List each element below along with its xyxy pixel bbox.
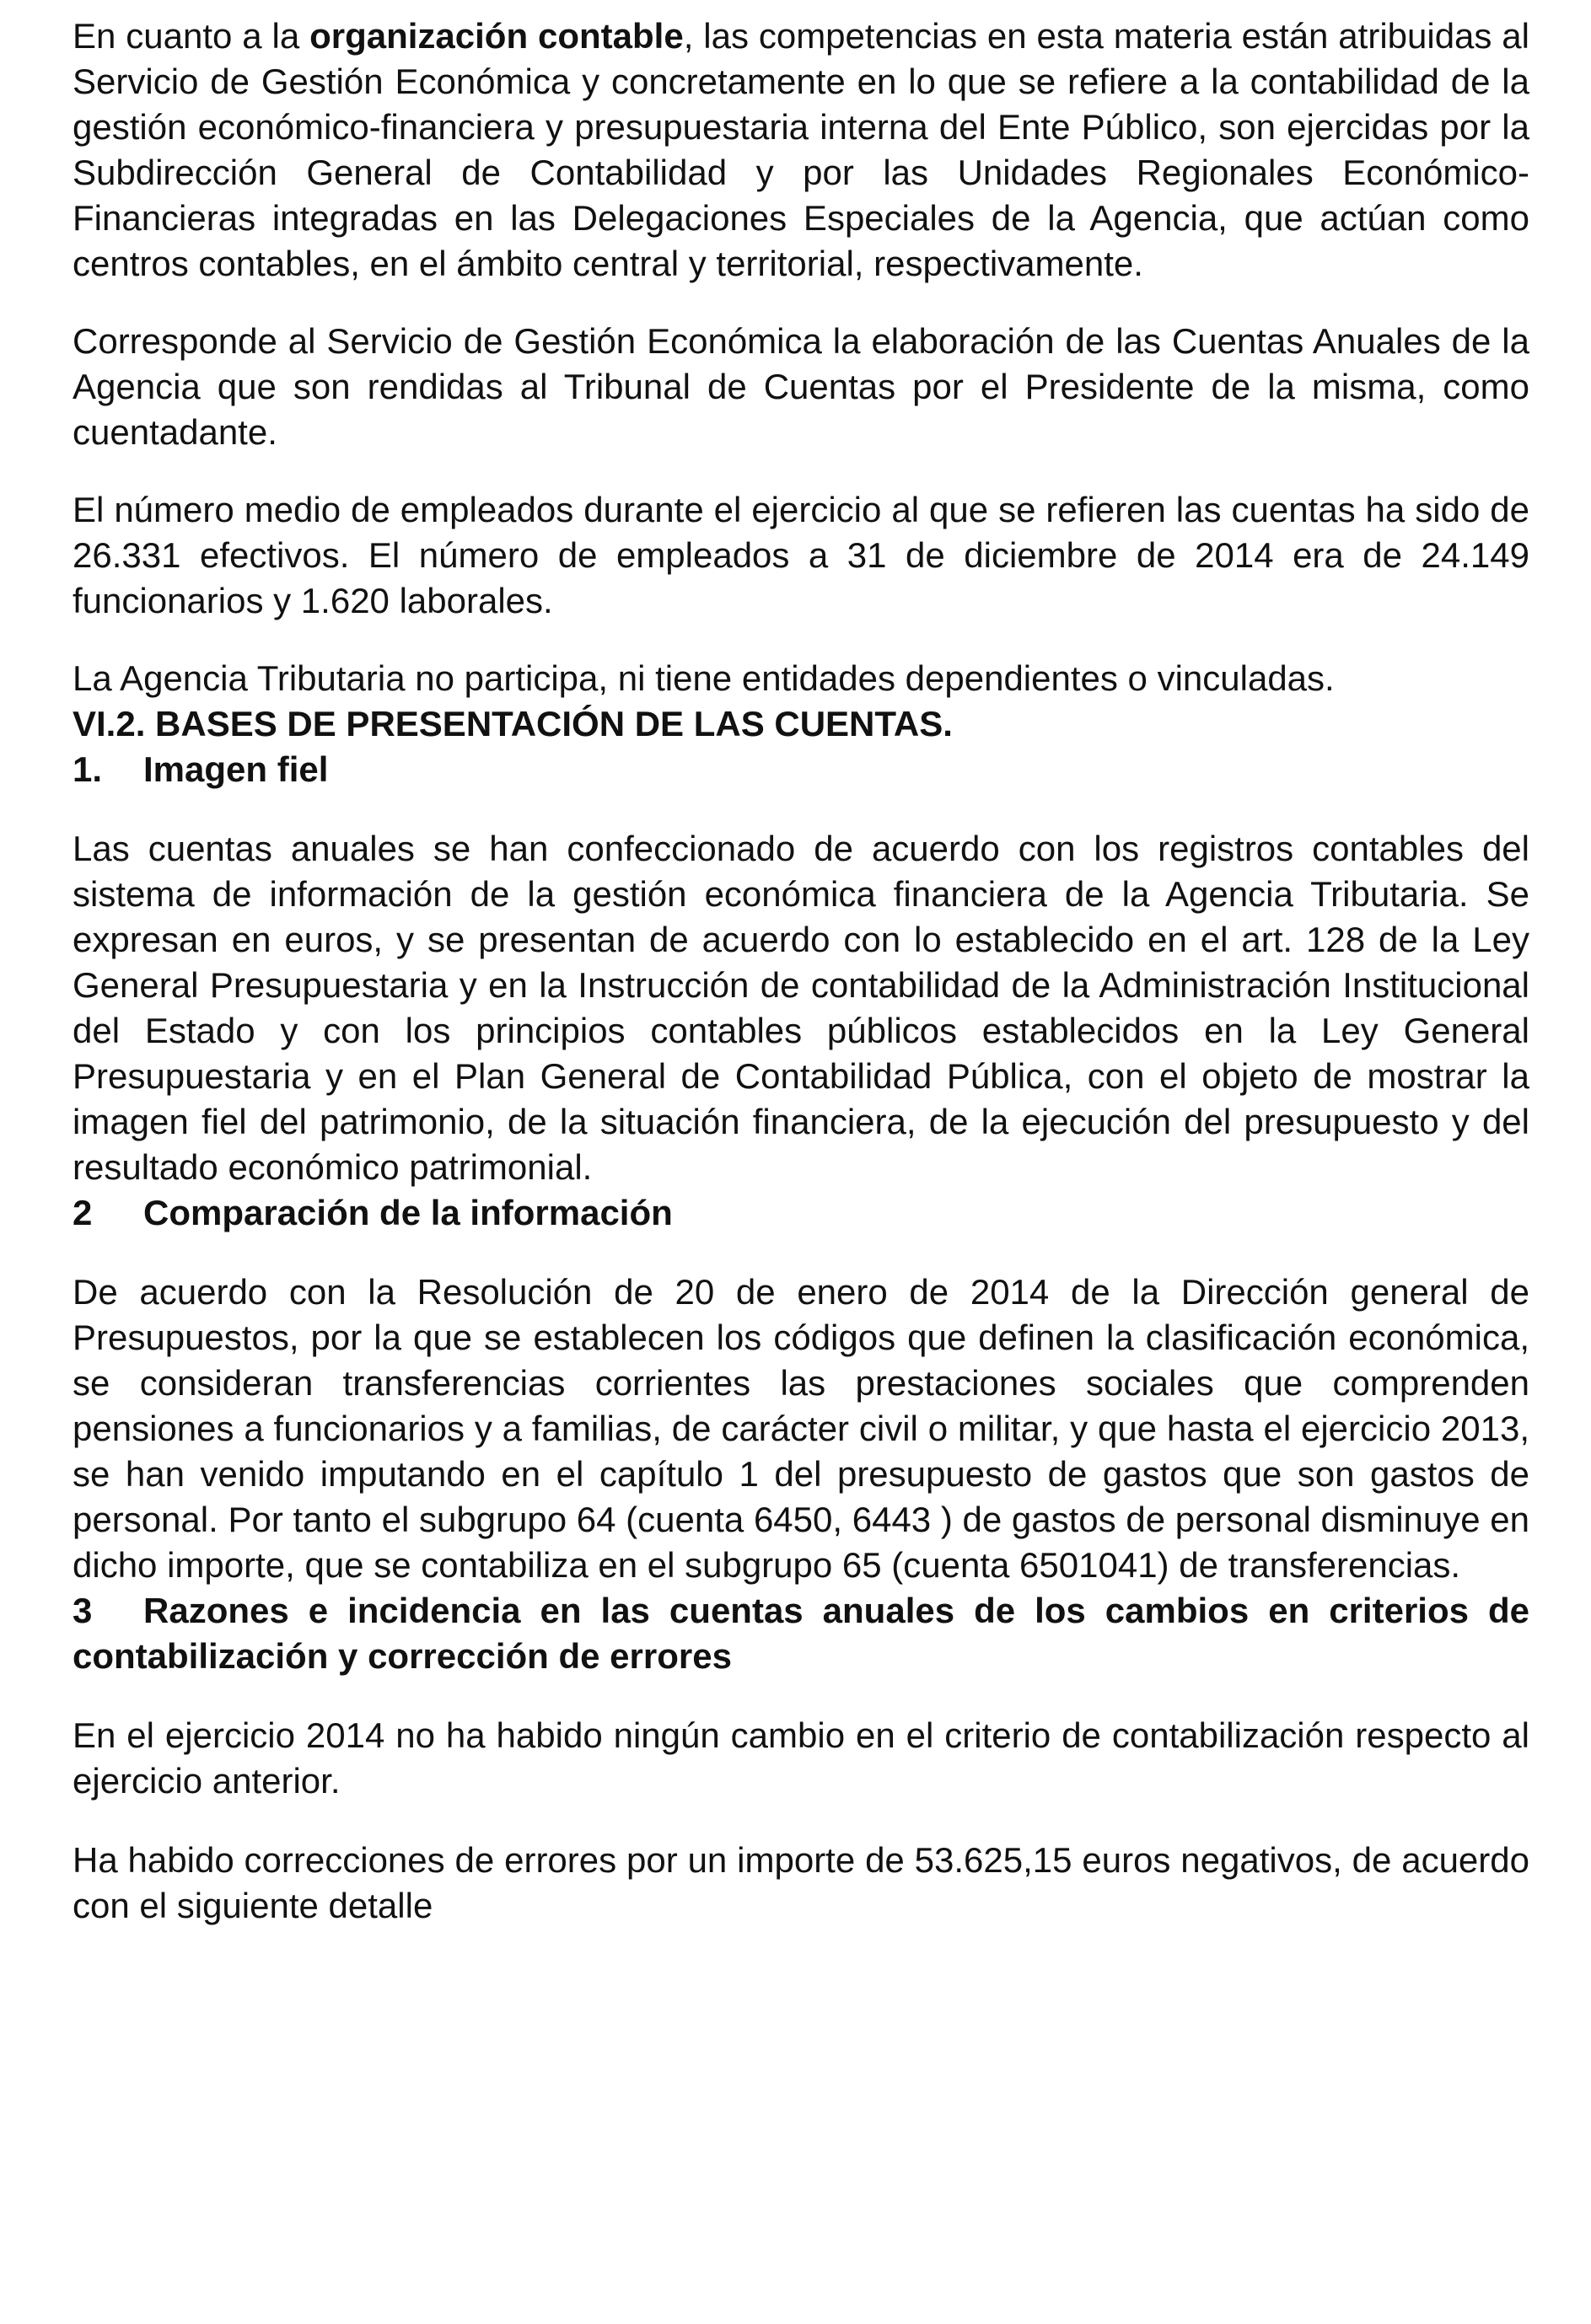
subsection-heading-comparacion bbox=[73, 1190, 1529, 1236]
subsection-heading-imagen-fiel bbox=[73, 747, 1529, 792]
subsection-number: 1. bbox=[73, 749, 103, 789]
paragraph-correcciones-errores: Ha habido correcciones de errores por un importe de 53.625,15 euros negativos, de acuerdo con el siguiente detalle bbox=[73, 1840, 1529, 1925]
document-page bbox=[73, 13, 1529, 1929]
paragraph-organizacion-contable bbox=[73, 13, 1529, 287]
paragraph-text: , las competencias en esta materia están atribuidas al Servicio de Gestión Económica y concretamente en lo que se refiere a la contabilidad de la gestión económico-financiera y presupuestaria interna del Ente Público, son ejercidas por la Subdirección General de Contabilidad y por las Unidades Regionales Económico-Financieras integradas en las Delegaciones Especiales de la Agencia, que actúan como centros contables, en el ámbito central y territorial, respectivamente. bbox=[73, 16, 1529, 283]
paragraph-cuentas-anuales: Corresponde al Servicio de Gestión Económica la elaboración de las Cuentas Anuales de la Agencia que son rendidas al Tribunal de Cuentas por el Presidente de la misma, como cuentadante. bbox=[73, 321, 1529, 452]
bold-term: organización contable bbox=[309, 16, 684, 56]
paragraph-imagen-fiel: Las cuentas anuales se han confeccionado de acuerdo con los registros contables del sistema de información de la gestión económica financiera de la Agencia Tributaria. Se expresan en euros, y se presentan de acuerdo con lo establecido en el art. 128 de la Ley General Presupuestaria y en la Instrucción de contabilidad de la Administración Institucional del Estado y con los principios contables públicos establecidos en la Ley General Presupuestaria y en el Plan General de Contabilidad Pública, con el objeto de mostrar la imagen fiel del patrimonio, de la situación financiera, de la ejecución del presupuesto y del resultado económico patrimonial. bbox=[73, 829, 1529, 1187]
subsection-number: 2 bbox=[73, 1193, 93, 1232]
paragraph-text: En cuanto a la bbox=[73, 16, 310, 56]
subsection-heading-cambios-criterios bbox=[73, 1588, 1529, 1679]
subsection-title: Comparación de la información bbox=[143, 1193, 673, 1232]
section-title: VI.2. BASES DE PRESENTACIÓN DE LAS CUENTAS. bbox=[73, 704, 953, 743]
paragraph-entidades: La Agencia Tributaria no participa, ni tiene entidades dependientes o vinculadas. bbox=[73, 658, 1335, 698]
paragraph-criterio-contabilizacion: En el ejercicio 2014 no ha habido ningún cambio en el criterio de contabilización respecto al ejercicio anterior. bbox=[73, 1715, 1529, 1801]
subsection-number: 3 bbox=[73, 1591, 93, 1630]
paragraph-empleados: El número medio de empleados durante el ejercicio al que se refieren las cuentas ha sido de 26.331 efectivos. El número de empleados a 31 de diciembre de 2014 era de 24.149 funcionarios y 1.620 laborales. bbox=[73, 490, 1529, 620]
paragraph-comparacion: De acuerdo con la Resolución de 20 de enero de 2014 de la Dirección general de Presupuestos, por la que se establecen los códigos que definen la clasificación económica, se consideran transferencias corrientes las prestaciones sociales que comprenden pensiones a funcionarios y a familias, de carácter civil o militar, y que hasta el ejercicio 2013, se han venido imputando en el capítulo 1 del presupuesto de gastos que son gastos de personal. Por tanto el subgrupo 64 (cuenta 6450, 6443 ) de gastos de personal disminuye en dicho importe, que se contabiliza en el subgrupo 65 (cuenta 6501041) de transferencias. bbox=[73, 1272, 1529, 1585]
subsection-title: Razones e incidencia en las cuentas anuales de los cambios en criterios de contabilización y corrección de errores bbox=[73, 1591, 1529, 1676]
subsection-title: Imagen fiel bbox=[143, 749, 329, 789]
